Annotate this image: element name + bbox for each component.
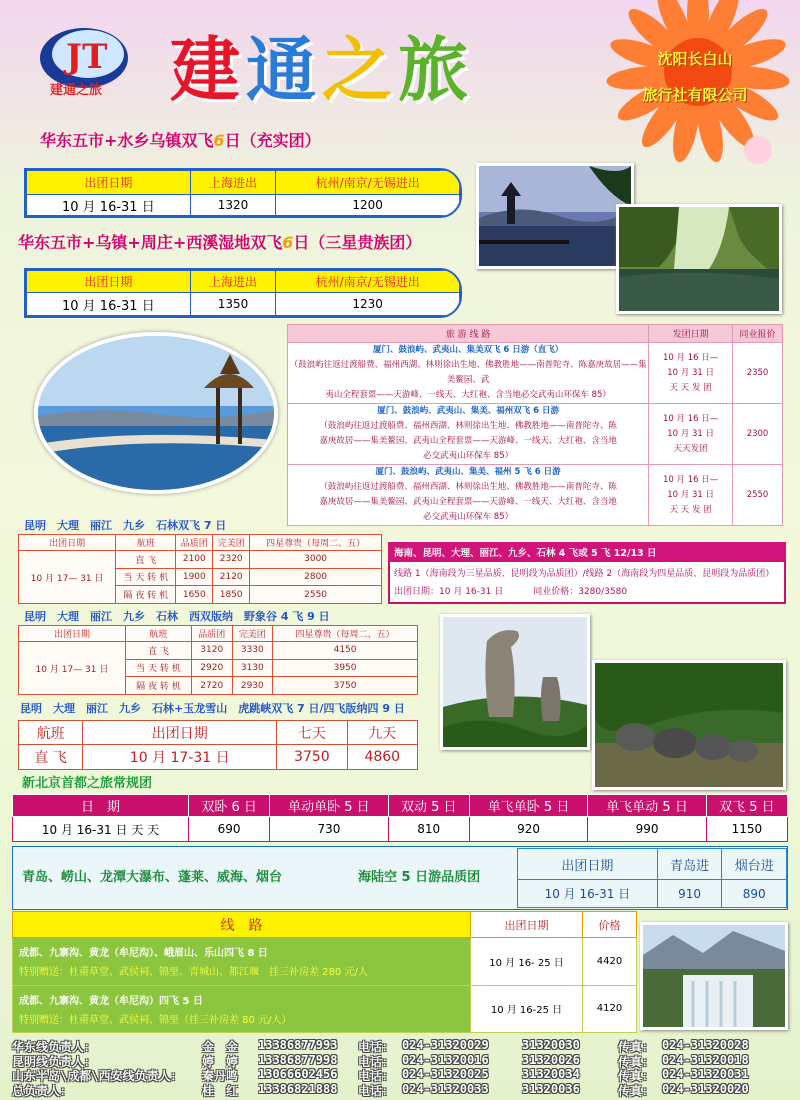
table-cell: 3750 — [273, 677, 418, 695]
table-header: 发团日期 — [649, 325, 733, 343]
table-cell: 3330 — [232, 642, 273, 660]
date-cell: 10 月 17— 31 日 — [19, 551, 116, 604]
date-cell: 10 月 16 日— 10 月 31 日 天天发团 — [649, 404, 733, 465]
lakeside-pavilion-photo — [34, 332, 278, 494]
route-cell — [288, 343, 649, 404]
contact-field: 13066602456 — [258, 1067, 338, 1081]
route-title-yunnan-2: 昆明 大理 丽江 九乡 石林 西双版纳 野象谷 4 飞 9 日 — [24, 610, 330, 623]
table-header: 同业报价 — [733, 325, 783, 343]
sichuan-table — [12, 911, 637, 1033]
yunnan-3-table — [18, 720, 418, 770]
contact-field: 昆明线负责人： — [12, 1054, 97, 1069]
table-cell: 直 飞 — [19, 745, 83, 770]
table-header: 完美团 — [213, 535, 250, 551]
table-header: 完美团 — [232, 626, 273, 642]
brand-title — [170, 14, 590, 111]
price-cell: 2350 — [733, 343, 783, 404]
route-cell — [288, 465, 649, 526]
table-cell: 直 飞 — [125, 642, 191, 660]
beijing-table — [12, 794, 788, 842]
table-header: 四星尊贵（每周二、五） — [250, 535, 382, 551]
table-header: 出团日期 — [27, 271, 191, 293]
hainan-title: 海南、昆明、大理、丽江、九乡、石林 4 飞或 5 飞 12/13 日 — [388, 542, 786, 562]
contact-field: 传真： — [618, 1054, 655, 1069]
contact-field: 024-31320029 — [402, 1038, 489, 1052]
table-cell: 1200 — [276, 195, 460, 216]
table-cell: 890 — [722, 880, 787, 908]
table-header: 出团日期 — [19, 535, 116, 551]
contact-field: 婷 婷 — [202, 1054, 239, 1069]
route-title-east-china-2: 华东五市+乌镇+周庄+西溪湿地双飞6日（三星贵族团） — [18, 233, 422, 252]
route-desc: 必交武夷山环保车 85） — [423, 451, 514, 461]
table-cell: 当 天 转 机 — [116, 568, 176, 586]
date-cell: 10 月 17— 31 日 — [19, 642, 126, 695]
table-header: 九天 — [347, 721, 417, 745]
table-cell: 10 月 16-31 日 天 天 — [13, 817, 189, 842]
contact-field: 电话： — [358, 1054, 395, 1069]
qingdao-table — [517, 848, 787, 908]
table-header: 航班 — [116, 535, 176, 551]
route-title-yunnan-3: 昆明 大理 丽江 九乡 石林+玉龙雪山 虎跳峡双飞 7 日/四飞版纳四 9 日 — [20, 702, 405, 715]
table-cell: 1230 — [276, 293, 460, 316]
qingdao-route: 青岛、崂山、龙潭大瀑布、蓬莱、威海、烟台 — [22, 870, 283, 885]
table-cell: 1150 — [706, 817, 787, 842]
contact-field: 山东半岛\成都\西安线负责人： — [12, 1069, 183, 1083]
route-cell — [288, 404, 649, 465]
table-header: 七天 — [277, 721, 347, 745]
table-header: 航班 — [125, 626, 191, 642]
date-cell: 10 月 16-25 日 — [471, 985, 583, 1033]
route-cell — [13, 938, 471, 986]
table-cell: 3950 — [273, 659, 418, 677]
route-name: 成都、九寨沟、黄龙（牟尼沟）、峨眉山、乐山四飞 8 日 — [19, 948, 268, 960]
table-header: 出团日期 — [471, 912, 583, 938]
table-header: 杭州/南京/无锡进出 — [276, 271, 460, 293]
table-header: 双卧 6 日 — [189, 795, 270, 817]
table-cell: 10 月 17-31 日 — [83, 745, 277, 770]
table-cell: 2930 — [232, 677, 273, 695]
brand-char: 建 — [170, 29, 246, 111]
table-header: 上海进出 — [190, 171, 276, 195]
table-cell: 3130 — [232, 659, 273, 677]
yunnan-2-table — [18, 625, 418, 695]
table-cell: 10 月 16-31 日 — [27, 293, 191, 316]
table-cell: 2320 — [213, 551, 250, 569]
table-cell: 1350 — [190, 293, 276, 316]
contact-field: 024-31320025 — [402, 1067, 489, 1081]
stone-forest-photo — [440, 614, 590, 750]
contact-field: 传真： — [618, 1040, 655, 1054]
qingdao-product: 海陆空 5 日游品质团 — [358, 870, 481, 885]
table-cell: 810 — [388, 817, 469, 842]
price-cell: 4120 — [583, 985, 637, 1033]
date-cell: 10 月 16 日— 10 月 31 日 天 天 发 团 — [649, 465, 733, 526]
brand-char: 通 — [246, 29, 322, 111]
table-cell: 990 — [588, 817, 706, 842]
contact-field: 31320036 — [522, 1081, 580, 1096]
route-name: 厦门、鼓浪屿、武夷山、集美、福州 5 飞 6 日游 — [375, 467, 561, 477]
east-china-1-table — [24, 168, 462, 218]
table-header: 四星尊贵（每周二、五） — [273, 626, 418, 642]
contact-field: 024-31320033 — [402, 1081, 489, 1096]
route-name: 厦门、鼓浪屿、武夷山、集美双飞 6 日游（直飞） — [372, 345, 564, 355]
date-cell: 10 月 16- 25 日 — [471, 938, 583, 986]
route-desc: 嘉庚故居——集美鳌园、武夷山全程套票——天游峰、一线天、大红袍、含当地 — [319, 497, 617, 507]
contact-field: 秦丹鸣 — [202, 1069, 239, 1083]
svg-text:JT: JT — [66, 37, 108, 77]
table-header: 航班 — [19, 721, 83, 745]
contact-field: 传真： — [618, 1083, 655, 1098]
contact-field: 31320030 — [522, 1038, 580, 1052]
contact-field: 024-31320020 — [662, 1081, 749, 1096]
table-cell: 2720 — [191, 677, 232, 695]
route-gift: 特别赠送：杜甫草堂、武侯祠、锦里（挂三补房差 80 元/人） — [19, 1014, 292, 1026]
table-header: 出团日期 — [518, 849, 658, 880]
east-china-2-table — [24, 268, 462, 318]
agency-name-line2: 旅行社有限公司 — [642, 86, 748, 104]
route-desc: 嘉庚故居——集美鳌园、武夷山全程套票——天游峰、一线天、大红袍、含当地 — [319, 436, 617, 446]
table-cell: 直 飞 — [116, 551, 176, 569]
table-cell: 3000 — [250, 551, 382, 569]
table-cell: 910 — [657, 880, 722, 908]
table-cell: 4860 — [347, 745, 417, 770]
contact-field: 024-31320018 — [662, 1052, 749, 1067]
jiuzhai-waterfall-photo — [640, 922, 788, 1030]
contact-field: 024-31320016 — [402, 1052, 489, 1067]
route-name: 厦门、鼓浪屿、武夷山、集美、福州双飞 6 日游 — [377, 406, 560, 416]
table-header: 出团日期 — [27, 171, 191, 195]
route-gift: 特别赠送：杜甫草堂、武侯祠、锦里、青城山、都江堰 挂三补房差 280 元/人 — [19, 967, 368, 979]
table-cell: 2100 — [176, 551, 213, 569]
table-header: 线 路 — [13, 912, 471, 938]
contact-field: 13386877998 — [258, 1052, 338, 1067]
table-cell: 920 — [469, 817, 587, 842]
contact-field: 传真： — [618, 1069, 655, 1083]
price-cell: 2550 — [733, 465, 783, 526]
contact-field: 电话： — [358, 1083, 395, 1098]
table-cell: 当 天 转 机 — [125, 659, 191, 677]
table-header: 杭州/南京/无锡进出 — [276, 171, 460, 195]
contact-row — [12, 1038, 800, 1053]
table-cell: 2550 — [250, 586, 382, 604]
table-header: 单动单卧 5 日 — [270, 795, 388, 817]
table-header: 出团日期 — [19, 626, 126, 642]
table-header: 双动 5 日 — [388, 795, 469, 817]
route-name: 成都、九寨沟、黄龙（牟尼沟）四飞 5 日 — [19, 995, 203, 1007]
table-cell: 10 月 16-31 日 — [518, 880, 658, 908]
brand-char: 旅 — [398, 29, 474, 111]
route-desc: （鼓浪屿往返过渡船费、福州西湖、林则徐出生地、佛教胜地——南普陀寺、陈 — [319, 421, 617, 431]
yunnan-1-table — [18, 534, 382, 604]
table-header: 单飞单动 5 日 — [588, 795, 706, 817]
contact-field: 华东线负责人： — [12, 1040, 97, 1054]
date-cell: 10 月 16 日— 10 月 31 日 天 天 发 团 — [649, 343, 733, 404]
contact-row — [12, 1082, 800, 1097]
table-cell: 1320 — [190, 195, 276, 216]
price-cell: 2300 — [733, 404, 783, 465]
table-cell: 690 — [189, 817, 270, 842]
price-cell: 4420 — [583, 938, 637, 986]
table-cell: 1900 — [176, 568, 213, 586]
table-header: 青岛进 — [657, 849, 722, 880]
table-cell: 隔 夜 转 机 — [116, 586, 176, 604]
route-desc: （鼓浪屿往返过渡船费、福州西湖、林则徐出生地、佛教胜地——南普陀寺、陈 — [319, 482, 617, 492]
table-cell: 3120 — [191, 642, 232, 660]
table-cell: 730 — [270, 817, 388, 842]
table-cell: 1650 — [176, 586, 213, 604]
contact-field: 31320026 — [522, 1052, 580, 1067]
route-desc: 必交武夷山环保车 85） — [423, 512, 514, 522]
contact-field: 024-31320031 — [662, 1067, 749, 1081]
route-desc: （鼓浪屿往返过渡船费、福州西湖、林则徐出生地、佛教胜地——南普陀寺、陈嘉庚故居——集美鳌园、武 — [289, 360, 647, 385]
table-header: 价格 — [583, 912, 637, 938]
contact-field: 桂 红 — [202, 1083, 239, 1098]
contact-field: 024-31320028 — [662, 1038, 749, 1052]
table-header: 单飞单卧 5 日 — [469, 795, 587, 817]
route-cell — [13, 985, 471, 1033]
brand-char: 之 — [322, 29, 398, 111]
table-cell: 1850 — [213, 586, 250, 604]
table-cell: 2800 — [250, 568, 382, 586]
agency-name-line1: 沈阳长白山 — [657, 50, 733, 68]
route-title-yunnan-1: 昆明 大理 丽江 九乡 石林双飞 7 日 — [24, 519, 227, 532]
table-header: 品质团 — [191, 626, 232, 642]
contact-row — [12, 1067, 800, 1082]
table-header: 日 期 — [13, 795, 189, 817]
table-header: 出团日期 — [83, 721, 277, 745]
route-desc: 夷山全程套票——天游峰、一线天、大红袍、含当地必交武夷山环保车 85） — [325, 390, 611, 400]
contact-field: 电话： — [358, 1040, 395, 1054]
gorge-river-photo — [616, 204, 782, 314]
hainan-lines: 线路 1（海南段为三星品质、昆明段为品质团）/线路 2（海南段为四星品质、昆明段为品质团） — [394, 569, 775, 579]
contacts-footer — [12, 1038, 800, 1100]
elephants-photo — [592, 660, 786, 790]
route-title-beijing: 新北京首都之旅常规团 — [22, 776, 153, 791]
table-header: 双飞 5 日 — [706, 795, 787, 817]
table-header: 品质团 — [176, 535, 213, 551]
contact-field: 13386821888 — [258, 1081, 338, 1096]
contact-field: 电话： — [358, 1069, 395, 1083]
table-cell: 2920 — [191, 659, 232, 677]
table-header: 烟台进 — [722, 849, 787, 880]
table-cell: 2120 — [213, 568, 250, 586]
fujian-routes-table — [287, 324, 783, 526]
company-logo — [36, 24, 154, 98]
contact-field: 金 金 — [202, 1040, 239, 1054]
table-header: 旅 游 线 路 — [288, 325, 649, 343]
table-cell: 隔 夜 转 机 — [125, 677, 191, 695]
table-cell: 3750 — [277, 745, 347, 770]
contact-row — [12, 1053, 800, 1068]
svg-text:建通之旅: 建通之旅 — [50, 83, 103, 98]
contact-field: 总负责人： — [12, 1083, 73, 1098]
route-title-east-china-1: 华东五市+水乡乌镇双飞6日（充实团） — [40, 131, 321, 150]
hainan-date-price: 出团日期：10 月 16-31 日 同业价格：3280/3580 — [394, 587, 628, 597]
table-cell: 10 月 16-31 日 — [27, 195, 191, 216]
pagoda-lake-photo — [476, 163, 634, 269]
contact-field: 31320034 — [522, 1067, 580, 1081]
table-header: 上海进出 — [190, 271, 276, 293]
contact-field: 13386877993 — [258, 1038, 338, 1052]
table-cell: 4150 — [273, 642, 418, 660]
